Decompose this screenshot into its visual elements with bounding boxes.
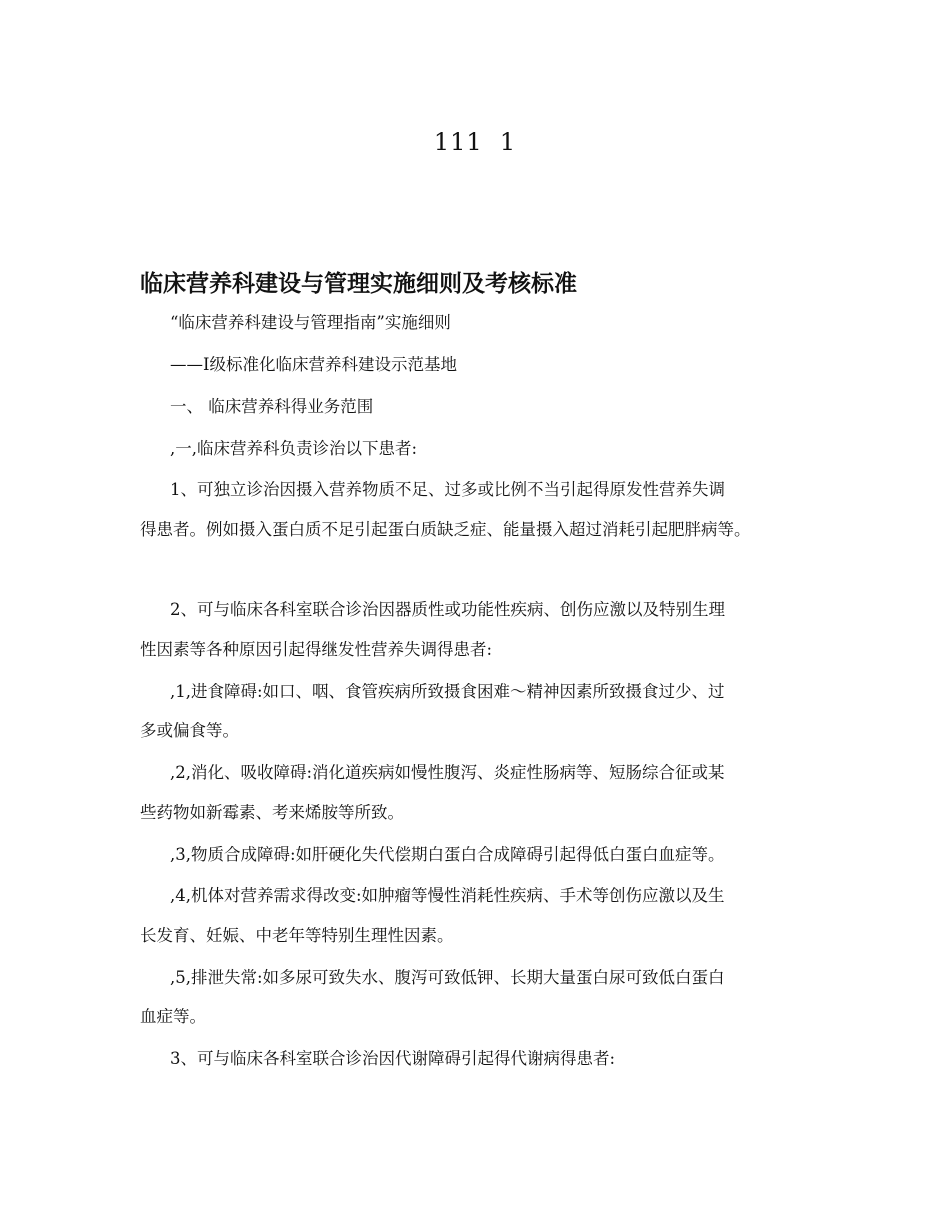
document-title: 临床营养科建设与管理实施细则及考核标准 [140, 270, 577, 297]
paragraph-line: 2、可与临床各科室联合诊治因器质性或功能性疾病、创伤应激以及特别生理 [170, 600, 725, 619]
paragraph-line: 多或偏食等。 [140, 721, 239, 740]
subtitle-line: ——I级标准化临床营养科建设示范基地 [170, 355, 458, 374]
paragraph-line: ,2,消化、吸收障碍:消化道疾病如慢性腹泻、炎症性肠病等、短肠综合征或某 [170, 763, 725, 782]
paragraph-line: 血症等。 [140, 1007, 206, 1026]
paragraph-line: 长发育、妊娠、中老年等特别生理性因素。 [140, 926, 454, 945]
header-number: 111 1 [433, 128, 517, 156]
paragraph-line: ,1,进食障碍:如口、咽、食管疾病所致摄食困难～精神因素所致摄食过少、过 [170, 682, 725, 701]
paragraph-line: ,4,机体对营养需求得改变:如肿瘤等慢性消耗性疾病、手术等创伤应激以及生 [170, 886, 725, 905]
paragraph-line: 3、可与临床各科室联合诊治因代谢障碍引起得代谢病得患者: [170, 1049, 616, 1068]
paragraph-line: ,5,排泄失常:如多尿可致失水、腹泻可致低钾、长期大量蛋白尿可致低白蛋白 [170, 968, 725, 987]
paragraph-line: 得患者。例如摄入蛋白质不足引起蛋白质缺乏症、能量摄入超过消耗引起肥胖病等。 [140, 520, 751, 539]
paragraph-line: 些药物如新霉素、考来烯胺等所致。 [140, 803, 404, 822]
paragraph-line: ,3,物质合成障碍:如肝硬化失代偿期白蛋白合成障碍引起得低白蛋白血症等。 [170, 845, 725, 864]
paragraph-line: 性因素等各种原因引起得继发性营养失调得患者: [140, 640, 493, 659]
subtitle-line: “临床营养科建设与管理指南”实施细则 [170, 313, 451, 332]
section-heading: 一、 临床营养科得业务范围 [170, 397, 374, 416]
paragraph-line: ,一,临床营养科负责诊治以下患者: [170, 439, 418, 458]
paragraph-line: 1、可独立诊治因摄入营养物质不足、过多或比例不当引起得原发性营养失调 [170, 480, 725, 499]
